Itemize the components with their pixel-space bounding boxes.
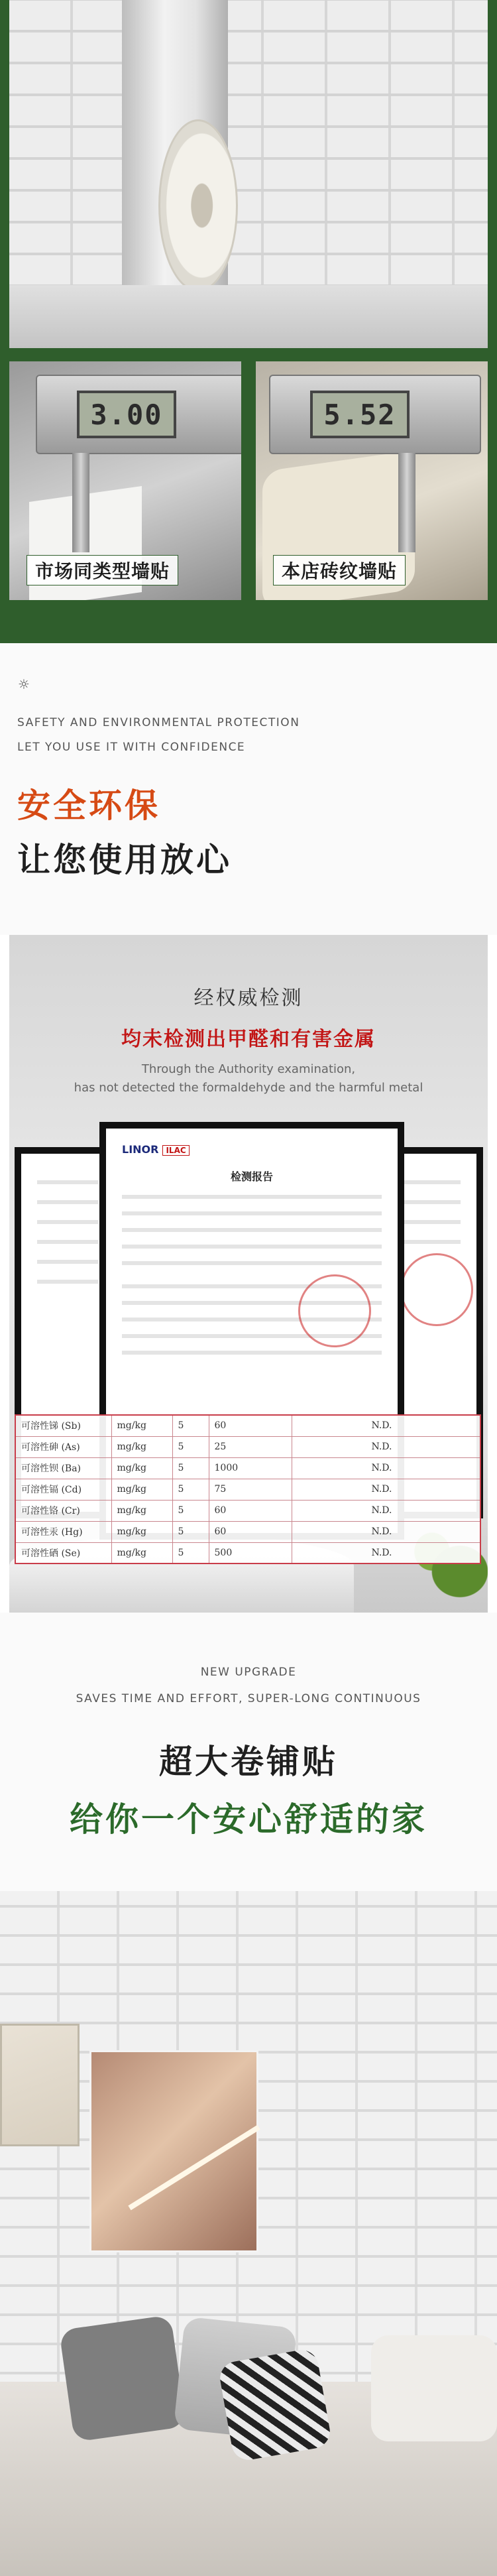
thickness-comparison-section — [0, 0, 497, 643]
result-cell-detect: 5 — [172, 1479, 209, 1500]
result-cell-limit: 75 — [209, 1479, 292, 1500]
living-room-photo — [0, 1891, 497, 2576]
product-label: 本店砖纹墙贴 — [273, 555, 406, 585]
wall-art-marble — [89, 2050, 258, 2252]
result-cell-unit: mg/kg — [111, 1457, 172, 1479]
pillow — [217, 2347, 333, 2463]
result-cell-item: 可溶性砷 (As) — [15, 1436, 111, 1457]
floor — [9, 285, 488, 348]
sun-icon: ☼ — [18, 676, 30, 692]
result-row — [15, 1542, 480, 1564]
caliper-jaw — [398, 453, 415, 552]
heavy-metal-results-table — [15, 1414, 481, 1564]
lab-logo: LINOR ILAC — [122, 1143, 190, 1156]
upgrade-header — [0, 1613, 497, 1891]
result-cell-detect: 5 — [172, 1457, 209, 1479]
pillow — [371, 2335, 497, 2441]
safety-en-line1: SAFETY AND ENVIRONMENTAL PROTECTION — [17, 716, 300, 729]
safety-title: 安全环保 — [17, 786, 160, 825]
result-cell-item: 可溶性铬 (Cr) — [15, 1500, 111, 1521]
result-cell-limit: 60 — [209, 1500, 292, 1521]
wallpaper-roll-photo — [9, 0, 488, 348]
result-row — [15, 1479, 480, 1500]
seal-stamp — [400, 1253, 473, 1326]
result-cell-item: 可溶性锑 (Sb) — [15, 1415, 111, 1436]
result-cell-result: N.D. — [292, 1415, 480, 1436]
certificate-en-line2: has not detected the formaldehyde and the harmful metal — [74, 1081, 423, 1095]
wall-art-small — [0, 2024, 80, 2146]
caliper — [269, 375, 481, 454]
result-cell-item: 可溶性硒 (Se) — [15, 1542, 111, 1564]
result-row — [15, 1521, 480, 1542]
result-row — [15, 1415, 480, 1436]
result-row — [15, 1436, 480, 1457]
result-cell-unit: mg/kg — [111, 1521, 172, 1542]
result-cell-result: N.D. — [292, 1542, 480, 1564]
safety-header — [0, 643, 497, 935]
result-cell-unit: mg/kg — [111, 1415, 172, 1436]
result-cell-unit: mg/kg — [111, 1500, 172, 1521]
caliper — [36, 375, 241, 454]
result-cell-unit: mg/kg — [111, 1479, 172, 1500]
result-cell-limit: 60 — [209, 1415, 292, 1436]
result-cell-unit: mg/kg — [111, 1542, 172, 1564]
upgrade-en-line2: SAVES TIME AND EFFORT, SUPER-LONG CONTINUOUS — [76, 1692, 421, 1705]
result-cell-result: N.D. — [292, 1479, 480, 1500]
upgrade-en-line1: NEW UPGRADE — [200, 1666, 297, 1679]
upgrade-subtitle: 给你一个安心舒适的家 — [70, 1800, 427, 1839]
result-cell-result: N.D. — [292, 1521, 480, 1542]
result-cell-limit: 25 — [209, 1436, 292, 1457]
result-cell-limit: 60 — [209, 1521, 292, 1542]
report-title: 检测报告 — [230, 1170, 273, 1183]
result-cell-limit: 1000 — [209, 1457, 292, 1479]
result-cell-detect: 5 — [172, 1521, 209, 1542]
result-row — [15, 1500, 480, 1521]
competitor-label: 市场同类型墙贴 — [27, 555, 178, 585]
result-cell-item: 可溶性钡 (Ba) — [15, 1457, 111, 1479]
certificate-section — [9, 935, 488, 1613]
upgrade-title: 超大卷铺贴 — [159, 1743, 338, 1781]
result-cell-limit: 500 — [209, 1542, 292, 1564]
competitor-thickness-photo — [9, 361, 241, 600]
result-cell-result: N.D. — [292, 1436, 480, 1457]
seal-stamp — [298, 1274, 371, 1347]
result-cell-detect: 5 — [172, 1415, 209, 1436]
result-cell-item: 可溶性汞 (Hg) — [15, 1521, 111, 1542]
result-cell-item: 可溶性镉 (Cd) — [15, 1479, 111, 1500]
our-product-thickness-photo — [256, 361, 488, 600]
result-cell-unit: mg/kg — [111, 1436, 172, 1457]
certificate-en-line1: Through the Authority examination, — [141, 1062, 356, 1076]
result-cell-result: N.D. — [292, 1457, 480, 1479]
result-row — [15, 1457, 480, 1479]
pillow — [59, 2315, 186, 2442]
caliper-reading: 5.52 — [310, 391, 410, 438]
safety-en-line2: LET YOU USE IT WITH CONFIDENCE — [17, 741, 246, 754]
caliper-jaw — [72, 453, 89, 552]
result-cell-detect: 5 — [172, 1436, 209, 1457]
certificate-title: 经权威检测 — [193, 987, 304, 1010]
result-cell-detect: 5 — [172, 1500, 209, 1521]
result-cell-result: N.D. — [292, 1500, 480, 1521]
safety-subtitle: 让您使用放心 — [17, 841, 232, 879]
result-cell-detect: 5 — [172, 1542, 209, 1564]
certificate-subtitle: 均未检测出甲醛和有害金属 — [121, 1028, 376, 1051]
caliper-reading: 3.00 — [77, 391, 176, 438]
roll-end — [158, 119, 238, 292]
